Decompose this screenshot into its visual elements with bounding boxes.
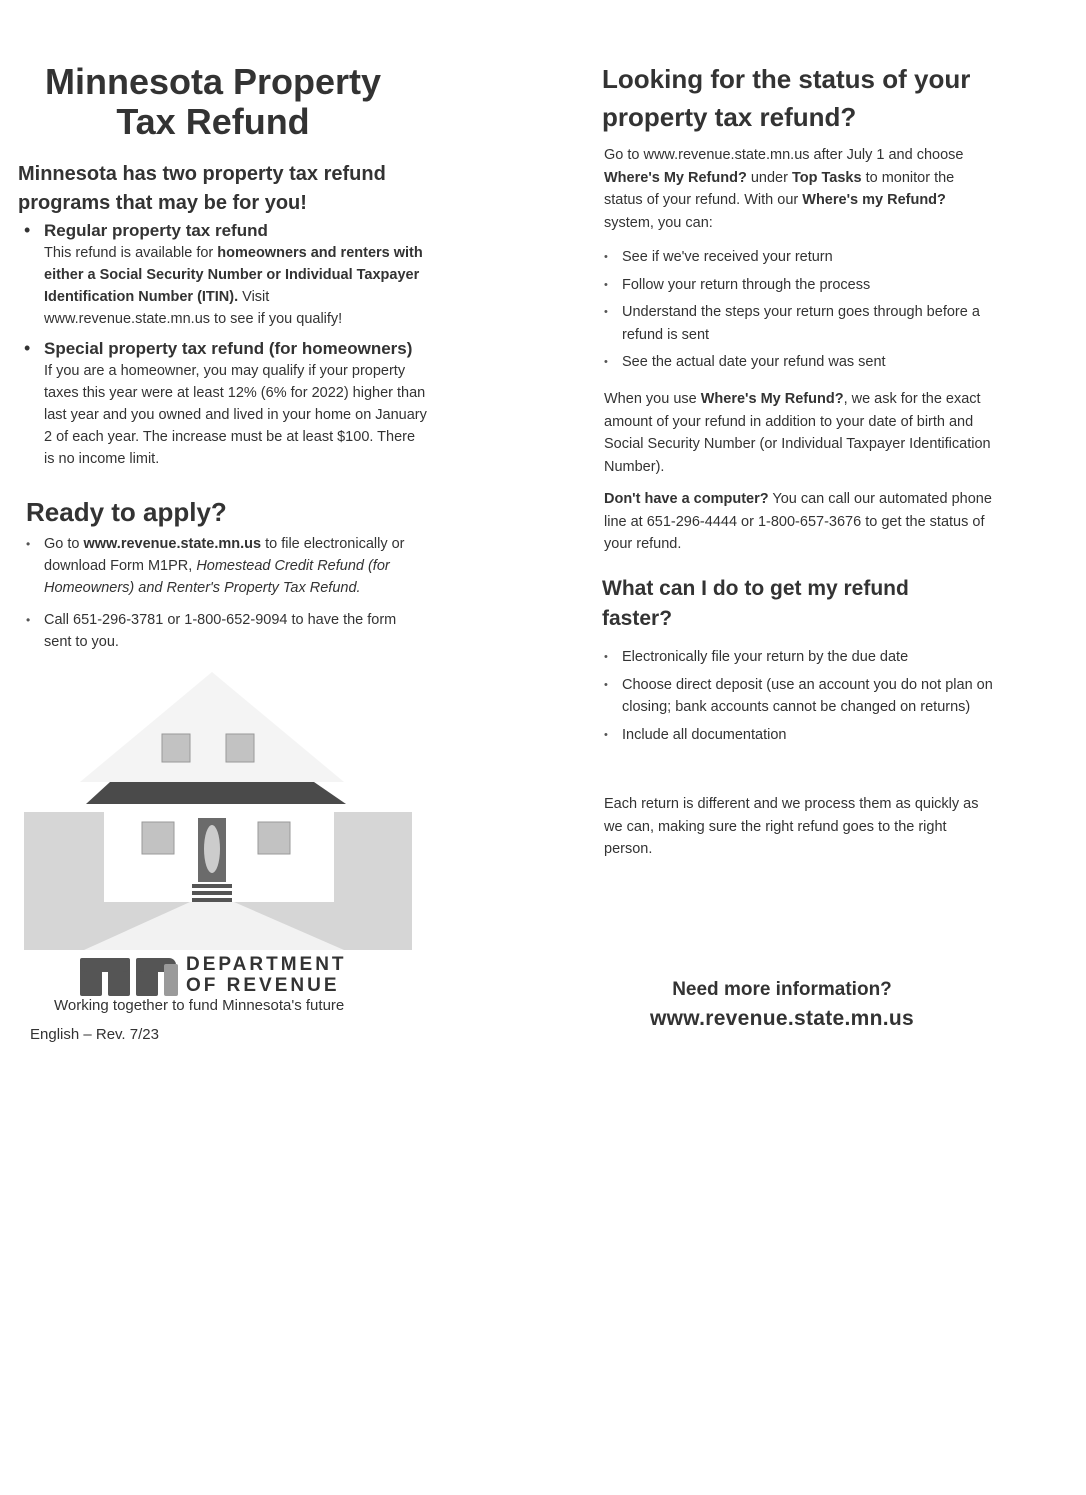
- tagline: Working together to fund Minnesota's future: [54, 997, 345, 1014]
- wheres-my-refund-label: Where's my Refund?: [802, 192, 946, 208]
- apply-text: to file electronically or download Form M1PR,: [44, 536, 405, 574]
- faster-list: [604, 646, 994, 751]
- list-item-regular-refund: [22, 220, 427, 330]
- list-item: • Electronically file your return by the due date: [604, 646, 994, 669]
- program-body-text: Visit www.revenue.state.mn.us to see if you qualify!: [44, 289, 343, 327]
- list-item: • See the actual date your refund was sent: [604, 351, 994, 374]
- program-heading: • Special property tax refund (for homeowners): [44, 339, 413, 358]
- program-list: [22, 220, 427, 478]
- intro-text: Minnesota has two property tax refund programs that may be for you!: [18, 163, 386, 214]
- status-text: to monitor the status of your refund. With our: [604, 169, 955, 208]
- status-text: Go to www.revenue.state.mn.us after July 1 and choose: [604, 147, 964, 163]
- list-item-apply-phone: • Call 651-296-3781 or 1-800-652-9094 to have the form sent to you.: [26, 609, 406, 653]
- closing-paragraph: Each return is different and we process them as quickly as we can, making sure the right refund goes to the right person.: [604, 796, 979, 857]
- house-illustration: [24, 672, 412, 950]
- list-item: • Include all documentation: [604, 724, 994, 747]
- program-heading: • Regular property tax refund: [44, 221, 268, 240]
- info-paragraph: [604, 388, 994, 478]
- faster-heading: What can I do to get my refund faster?: [602, 577, 909, 630]
- list-item: • Follow your return through the process: [604, 274, 994, 297]
- list-item: • See if we've received your return: [604, 246, 994, 269]
- info-text: , we ask for the exact amount of your refund in addition to your date of birth and Social Security Number (or Individual Taxpayer Identification Number).: [604, 391, 991, 475]
- program-body: [44, 242, 427, 330]
- roof-shape: [86, 782, 346, 804]
- program-body-text: This refund is available for: [44, 245, 218, 261]
- ready-heading: Ready to apply?: [26, 497, 227, 527]
- list-item-special-refund: [22, 338, 427, 470]
- list-item: • Understand the steps your return goes through before a refund is sent: [604, 301, 994, 346]
- dept-name-line2: OF REVENUE: [186, 975, 340, 996]
- phone-text: You can call our automated phone line at 651-296-4444 or 1-800-657-3676 to get the status of your refund.: [604, 491, 992, 552]
- list-item: • Choose direct deposit (use an account you do not plan on closing; bank accounts cannot be changed on returns): [604, 674, 994, 719]
- no-computer-label: Don't have a computer?: [604, 491, 769, 507]
- wheres-my-refund-label: Where's My Refund?: [700, 391, 844, 407]
- dept-name-line1: DEPARTMENT: [186, 954, 347, 975]
- website-link[interactable]: www.revenue.state.mn.us: [649, 1007, 915, 1030]
- status-text: system, you can:: [604, 214, 713, 231]
- program-body: If you are a homeowner, you may qualify if your property taxes this year were at least 12% (6% for 2022) higher than last year and you owned and lived in your home on January 2 of each year. The increase must be at least $100. There is no income limit.: [44, 363, 427, 467]
- top-tasks-label: Top Tasks: [791, 169, 862, 186]
- program-body-emphasis: homeowners and renters with either a Social Security Number or Individual Taxpayer Identification Number (ITIN).: [44, 245, 423, 305]
- status-text: under: [746, 169, 792, 186]
- wheres-my-refund-label: Where's My Refund?: [604, 169, 747, 186]
- form-name: Homestead Credit Refund (for Homeowners) and Renter's Property Tax Refund.: [44, 558, 390, 596]
- apply-list: [26, 533, 406, 663]
- apply-link[interactable]: www.revenue.state.mn.us: [83, 536, 262, 552]
- status-heading: Looking for the status of your property tax refund?: [602, 64, 971, 132]
- status-paragraph: [604, 144, 994, 234]
- list-item-apply-online: [26, 533, 406, 599]
- status-list: [604, 246, 994, 379]
- phone-paragraph: [604, 488, 994, 556]
- apply-text: Go to: [44, 536, 84, 552]
- revision-note: English – Rev. 7/23: [30, 1026, 159, 1043]
- info-text: When you use: [604, 391, 701, 407]
- need-more-info: Need more information?: [672, 979, 892, 1000]
- page-title: Minnesota Property Tax Refund: [44, 61, 382, 142]
